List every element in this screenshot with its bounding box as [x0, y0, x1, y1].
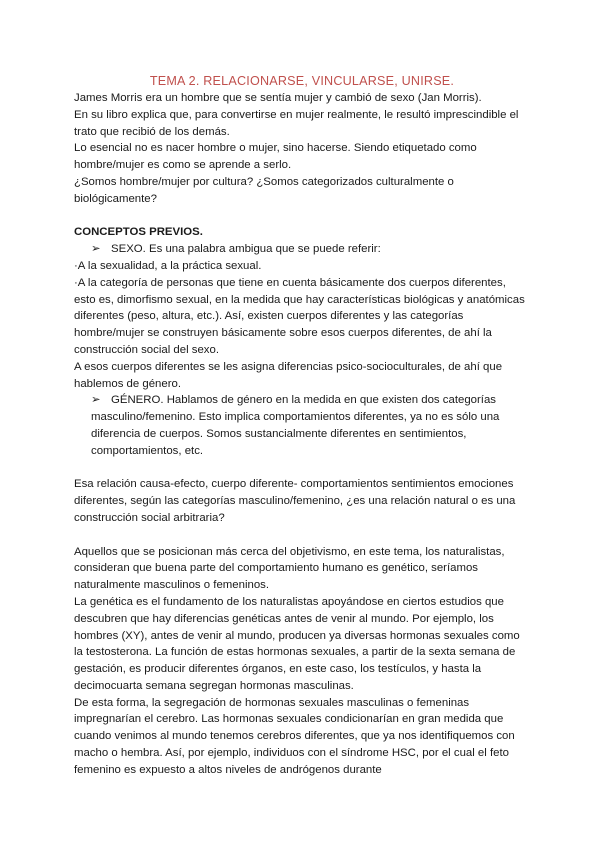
sexo-item-3: A esos cuerpos diferentes se les asigna diferencias psico-socioculturales, de ahí que hablemos de género.	[74, 360, 503, 390]
sexo-item-2: ·A la categoría de personas que tiene en cuenta básicamente dos cuerpos diferentes, esto es, dimorfismo sexual, en la medida que hay características biológicas y anatómicas diferentes (peso, altura, etc.). Así, existen cuerpos diferentes y las categorías hombre/mujer se construyen básicamente sobre esos cuerpos diferentes, de ahí la construcción social del sexo.	[74, 276, 525, 356]
intro-paragraph-2: En su libro explica que, para convertirse en mujer realmente, le resultó imprescindible el trato que recibió de los demás.	[74, 108, 519, 138]
body-paragraph-1: Aquellos que se posicionan más cerca del objetivismo, en este tema, los naturalistas, consideran que buena parte del comportamiento humano es genético, seríamos naturalmente masculinos o femeninos.	[74, 545, 505, 592]
spacer	[74, 527, 530, 544]
bullet-sexo-text: SEXO. Es una palabra ambigua que se puede referir:	[111, 243, 381, 256]
intro-paragraph-4: ¿Somos hombre/mujer por cultura? ¿Somos categorizados culturalmente o biológicamente?	[74, 175, 454, 205]
arrow-bullet-icon: ➢	[91, 243, 101, 256]
body-paragraph-3: De esta forma, la segregación de hormonas sexuales masculinas o femeninas impregnarían el cerebro. Las hormonas sexuales condicionarían en gran medida que cuando venimos al mundo tenemos cerebros diferentes, que ya nos identifiquemos con macho o hembra. Así, por ejemplo, individuos con el síndrome HSC, por el cual el feto femenino es expuesto a altos niveles de andrógenos durante	[74, 696, 515, 776]
intro-paragraph-1: James Morris era un hombre que se sentía mujer y cambió de sexo (Jan Morris).	[74, 92, 482, 104]
sexo-item-1: ·A la sexualidad, a la práctica sexual.	[74, 259, 262, 272]
document-title: TEMA 2. RELACIONARSE, VINCULARSE, UNIRSE.	[149, 74, 455, 88]
spacer	[74, 460, 530, 477]
section-heading: CONCEPTOS PREVIOS.	[74, 226, 203, 239]
document-page	[74, 72, 530, 779]
question-paragraph: Esa relación causa-efecto, cuerpo diferente- comportamientos sentimientos emociones diferentes, según las categorías masculino/femenino, ¿es una relación natural o es una construcción social arbitraria?	[74, 478, 516, 524]
bullet-genero-text: GÉNERO. Hablamos de género en la medida en que existen dos categorías masculino/femenino. Esto implica comportamientos diferentes, ya no es sólo una diferencia de cuerpos. Somos sustancialmente diferentes en sentimientos, comportamientos, etc.	[91, 394, 500, 457]
arrow-bullet-icon: ➢	[91, 394, 101, 407]
bullet-sexo	[74, 241, 530, 258]
body-paragraph-2: La genética es el fundamento de los naturalistas apoyándose en ciertos estudios que descubren que hay diferencias genéticas antes de venir al mundo. Por ejemplo, los hombres (XY), antes de venir al mundo, producen ya diversas hormonas sexuales como la testosterona. La función de estas hormonas sexuales, a partir de la sexta semana de gestación, es producir diferentes órganos, en este caso, los testículos, y hasta la decimocuarta semana segregan hormonas masculinas.	[74, 595, 520, 692]
bullet-genero	[74, 392, 530, 459]
intro-paragraph-3: Lo esencial no es nacer hombre o mujer, sino hacerse. Siendo etiquetado como hombre/mujer es como se aprende a serlo.	[74, 142, 477, 172]
spacer	[74, 208, 530, 225]
